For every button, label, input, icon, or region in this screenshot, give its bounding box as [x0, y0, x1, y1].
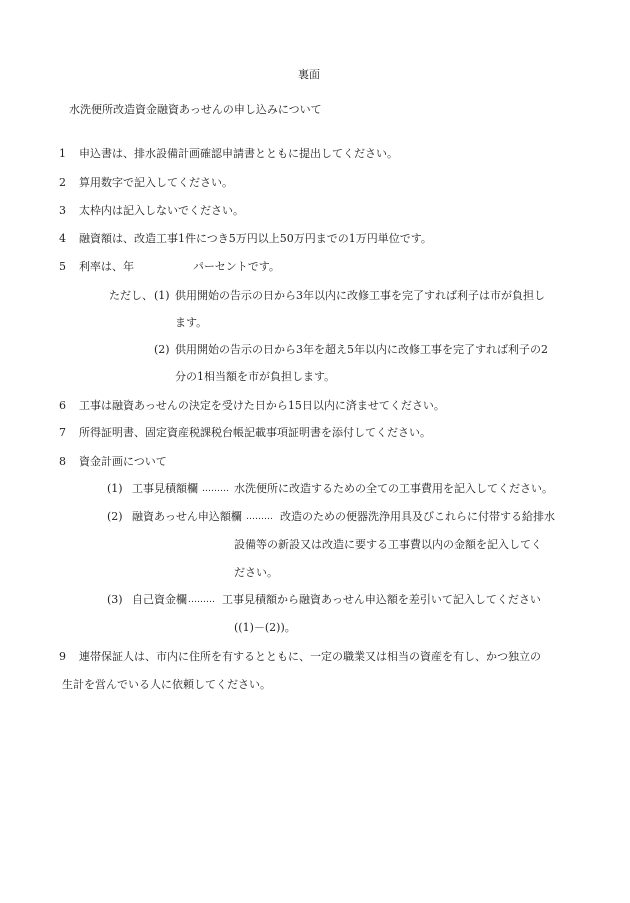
- document-title: 水洗便所改造資金融資あっせんの申し込みについて: [69, 103, 322, 116]
- proviso-prefix: ただし、: [109, 289, 153, 302]
- fund-plan-3-line-2: ((1)－(2))。: [234, 621, 296, 634]
- item-number: 9: [59, 650, 66, 663]
- fund-plan-2-number: (2): [107, 510, 123, 523]
- fund-plan-2-line-3: ださい。: [234, 566, 278, 579]
- item-text: 太枠内は記入しないでください。: [79, 204, 244, 217]
- proviso-1-line-2: ます。: [175, 316, 208, 329]
- proviso-2-number: (2): [154, 343, 170, 356]
- item-number: 8: [59, 455, 66, 468]
- item-text-rate-suffix: パーセントです。: [193, 260, 280, 273]
- item-number: 2: [59, 176, 66, 189]
- fund-plan-3-line-1: 工事見積額から融資あっせん申込額を差引いて記入してください: [222, 593, 541, 606]
- item-text: 所得証明書、固定資産税課税台帳記載事項証明書を添付してください。: [79, 426, 431, 439]
- fund-plan-3-number: (3): [107, 593, 123, 606]
- item-number: 3: [59, 204, 66, 217]
- item-number: 6: [59, 399, 66, 412]
- side-label: 裏面: [298, 68, 320, 81]
- item-text-line-1: 連帯保証人は、市内に住所を有するとともに、一定の職業又は相当の資産を有し、かつ独立の: [79, 650, 541, 663]
- fund-plan-2-term: 融資あっせん申込額欄: [132, 510, 242, 523]
- fund-plan-1-line-1: 水洗便所に改造するための全ての工事費用を記入してください。: [234, 482, 553, 495]
- fund-plan-2-line-2: 設備等の新設又は改造に要する工事費以内の金額を記入してく: [234, 538, 542, 551]
- proviso-2-line-2: 分の1相当額を市が負担します。: [175, 370, 336, 383]
- item-text: 工事は融資あっせんの決定を受けた日から15日以内に済ませてください。: [79, 399, 445, 412]
- item-text: 資金計画について: [79, 455, 167, 468]
- fund-plan-1-term: 工事見積額欄: [132, 482, 198, 495]
- proviso-2-line-1: 供用開始の告示の日から3年を超え5年以内に改修工事を完了すれば利子の2: [175, 343, 548, 356]
- fund-plan-2-line-1: 改造のための便器洗浄用具及びこれらに付帯する給排水: [280, 510, 555, 523]
- item-number: 1: [59, 147, 66, 160]
- item-number: 7: [59, 426, 66, 439]
- fund-plan-1-leader: ………: [202, 484, 229, 494]
- item-text-rate-prefix: 利率は、年: [79, 260, 134, 273]
- item-text: 申込書は、排水設備計画確認申請書とともに提出してください。: [79, 147, 398, 160]
- fund-plan-1-number: (1): [107, 482, 123, 495]
- item-text-line-2: 生計を営んでいる人に依頼してください。: [62, 678, 271, 691]
- item-text: 融資額は、改造工事1件につき5万円以上50万円までの1万円単位です。: [79, 232, 432, 245]
- item-number: 4: [59, 232, 66, 245]
- fund-plan-3-leader: ………: [188, 595, 215, 605]
- item-number: 5: [59, 260, 66, 273]
- item-text: 算用数字で記入してください。: [79, 176, 233, 189]
- fund-plan-2-leader: ………: [246, 512, 273, 522]
- proviso-1-number: (1): [154, 289, 170, 302]
- fund-plan-3-term: 自己資金欄: [132, 593, 187, 606]
- proviso-1-line-1: 供用開始の告示の日から3年以内に改修工事を完了すれば利子は市が負担し: [175, 289, 545, 302]
